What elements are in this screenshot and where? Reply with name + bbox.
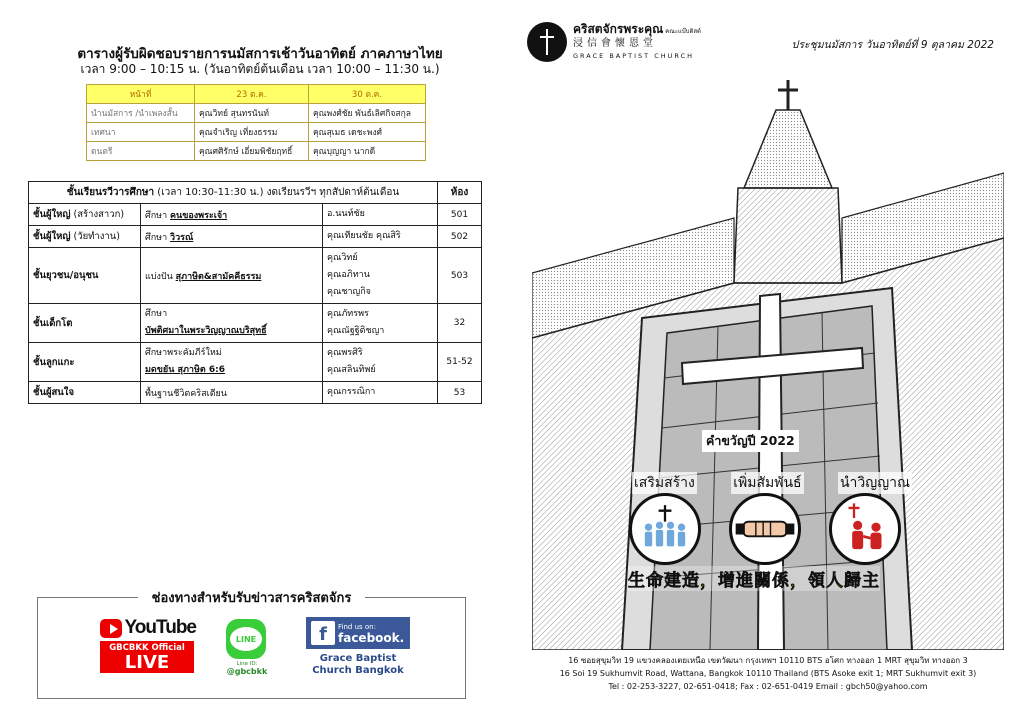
class-room: 32 bbox=[438, 304, 482, 343]
church-address bbox=[532, 654, 1004, 693]
church-name-th: คริสตจักรพระคุณ คณะแบ๊บติสต์ bbox=[573, 21, 701, 36]
duty-header-date-2: 30 ต.ค. bbox=[309, 85, 426, 104]
class-teachers: คุณวิทย์ คุณอภิทาน คุณชาญกิจ bbox=[323, 248, 438, 304]
classes-table bbox=[28, 181, 482, 404]
duty-person: คุณพงศ์ชัย พันธ์เลิศกิจสกุล bbox=[309, 104, 426, 123]
class-topic: ศึกษาพระคัมภีร์ใหม่ มดขยัน สุภาษิต 6:6 bbox=[141, 343, 323, 382]
schedule-title: ตารางผู้รับผิดชอบรายการนมัสการเช้าวันอาทิตย์ ภาคภาษาไทย bbox=[77, 46, 443, 62]
handshake-icon bbox=[729, 493, 801, 565]
class-name: ชั้นเด็กโต bbox=[29, 304, 141, 343]
class-teachers: คุณพรศิริ คุณสลินทิพย์ bbox=[323, 343, 438, 382]
right-page bbox=[512, 0, 1024, 725]
facebook-wordmark: facebook. bbox=[338, 631, 405, 645]
class-name: ชั้นลูกแกะ bbox=[29, 343, 141, 382]
class-teachers: คุณกรรณิกา bbox=[323, 382, 438, 404]
duty-table bbox=[86, 84, 426, 161]
duty-person: คุณจำเริญ เที่ยงธรรม bbox=[195, 123, 309, 142]
line-icon: LINE bbox=[226, 619, 266, 659]
class-topic: พื้นฐานชีวิตคริสเตียน bbox=[141, 382, 323, 404]
youtube-live-badge bbox=[100, 641, 194, 673]
motto-word: เพิ่มสัมพันธ์ bbox=[731, 472, 803, 494]
class-row bbox=[29, 204, 482, 226]
youtube-logo bbox=[100, 617, 196, 639]
contact-line: Tel : 02-253-3227, 02-651-0418; Fax : 02-651-0419 Email : gbch50@yahoo.com bbox=[608, 682, 928, 691]
facebook-badge bbox=[306, 617, 410, 649]
cross-logo-icon bbox=[527, 22, 567, 62]
address-english: 16 Soi 19 Sukhumvit Road, Wattana, Bangkok 10110 Thailand (BTS Asoke exit 1; MRT Sukhumvit exit 3) bbox=[559, 669, 977, 678]
duty-person: คุณสุเมธ เดชะพงศ์ bbox=[309, 123, 426, 142]
church-name-cn: 浸信會懷恩堂 bbox=[573, 37, 657, 49]
duty-role: เทศนา bbox=[87, 123, 195, 142]
congregation-cross-icon bbox=[629, 493, 701, 565]
youtube-wordmark: YouTube bbox=[124, 617, 196, 638]
facebook-page-name: Grace Baptist Church Bangkok bbox=[312, 653, 404, 676]
motto-word: นำวิญญาณ bbox=[838, 472, 912, 494]
class-row bbox=[29, 382, 482, 404]
class-room: 501 bbox=[438, 204, 482, 226]
class-row bbox=[29, 343, 482, 382]
duty-person: คุณศศิรักษ์ เอี่ยมพิชัยฤทธิ์ bbox=[195, 142, 309, 161]
class-topic: แบ่งปัน สุภาษิต&สามัคคีธรรม bbox=[141, 248, 323, 304]
youtube-channel[interactable] bbox=[100, 617, 196, 673]
duty-role: นำนมัสการ /นำเพลงสั้น bbox=[87, 104, 195, 123]
class-teachers: คุณภัทรพร คุณณัฐฐิติชญา bbox=[323, 304, 438, 343]
classes-header-title: ชั้นเรียนรวีวารศึกษา bbox=[66, 187, 155, 198]
motto-chinese: 生命建造，增進關係，領人歸主 bbox=[628, 566, 880, 591]
duty-person: คุณวิทย์ สุนทรนันท์ bbox=[195, 104, 309, 123]
class-name: ชั้นผู้ใหญ่ (วัยทำงาน) bbox=[29, 226, 141, 248]
class-row bbox=[29, 248, 482, 304]
class-topic: ศึกษา คนของพระเจ้า bbox=[141, 204, 323, 226]
class-topic: ศึกษา วิวรณ์ bbox=[141, 226, 323, 248]
facebook-icon: f bbox=[311, 621, 335, 645]
address-thai: 16 ซอยสุขุมวิท 19 แขวงคลองเตยเหนือ เขตวัฒนา กรุงเทพฯ 10110 BTS อโศก ทางออก 1 MRT สุขุมวิท ทางออก 3 bbox=[568, 656, 968, 665]
duty-row bbox=[87, 104, 426, 123]
facebook-find-label: Find us on: bbox=[338, 623, 376, 631]
duty-row bbox=[87, 123, 426, 142]
youtube-official-label: GBCBKK Official bbox=[109, 643, 185, 653]
church-logo bbox=[527, 22, 701, 62]
class-room: 53 bbox=[438, 382, 482, 404]
duty-header-date-1: 23 ต.ค. bbox=[195, 85, 309, 104]
duty-row bbox=[87, 142, 426, 161]
schedule-subtitle: เวลา 9:00 – 10:15 น. (วันอาทิตย์ต้นเดือน เวลา 10:00 – 11:30 น.) bbox=[80, 62, 440, 76]
motto-icons bbox=[629, 493, 901, 565]
classes-header bbox=[29, 182, 438, 204]
classes-header-detail: (เวลา 10:30-11:30 น.) งดเรียนรวีฯ ทุกสัปดาห์ต้นเดือน bbox=[154, 187, 400, 198]
line-channel[interactable] bbox=[226, 619, 268, 676]
class-name: ชั้นยุวชน/อนุชน bbox=[29, 248, 141, 304]
motto-word: เสริมสร้าง bbox=[632, 472, 697, 494]
class-room: 502 bbox=[438, 226, 482, 248]
class-topic: ศึกษา บัพติศมาในพระวิญญาณบริสุทธิ์ bbox=[141, 304, 323, 343]
church-name-en: GRACE BAPTIST CHURCH bbox=[573, 51, 695, 60]
line-id-label: Line ID: bbox=[236, 661, 258, 667]
class-room: 503 bbox=[438, 248, 482, 304]
class-name: ชั้นผู้สนใจ bbox=[29, 382, 141, 404]
facebook-channel[interactable] bbox=[306, 617, 410, 677]
motto-words bbox=[632, 472, 912, 494]
youtube-live-label: LIVE bbox=[124, 652, 170, 673]
classes-room-header: ห้อง bbox=[438, 182, 482, 204]
duty-header-role: หน้าที่ bbox=[87, 85, 195, 104]
duty-role: ดนตรี bbox=[87, 142, 195, 161]
class-room: 51-52 bbox=[438, 343, 482, 382]
channels-box bbox=[37, 591, 466, 699]
leading-people-icon bbox=[829, 493, 901, 565]
duty-person: คุณบุญญา นากดี bbox=[309, 142, 426, 161]
class-teachers: อ.นนท์ชัย bbox=[323, 204, 438, 226]
channels-title: ช่องทางสำหรับรับข่าวสารคริสตจักร bbox=[144, 591, 360, 606]
duty-header-row bbox=[87, 85, 426, 104]
motto-title: คำขวัญปี 2022 bbox=[702, 430, 799, 452]
class-name: ชั้นผู้ใหญ่ (สร้างสาวก) bbox=[29, 204, 141, 226]
line-handle: @gbcbkk bbox=[226, 667, 268, 676]
youtube-play-icon bbox=[100, 619, 122, 638]
meeting-date: ประชุมนมัสการ วันอาทิตย์ที่ 9 ตุลาคม 2022 bbox=[791, 39, 994, 51]
class-row bbox=[29, 304, 482, 343]
class-row bbox=[29, 226, 482, 248]
class-teachers: คุณเทียนชัย คุณสิริ bbox=[323, 226, 438, 248]
classes-header-row bbox=[29, 182, 482, 204]
